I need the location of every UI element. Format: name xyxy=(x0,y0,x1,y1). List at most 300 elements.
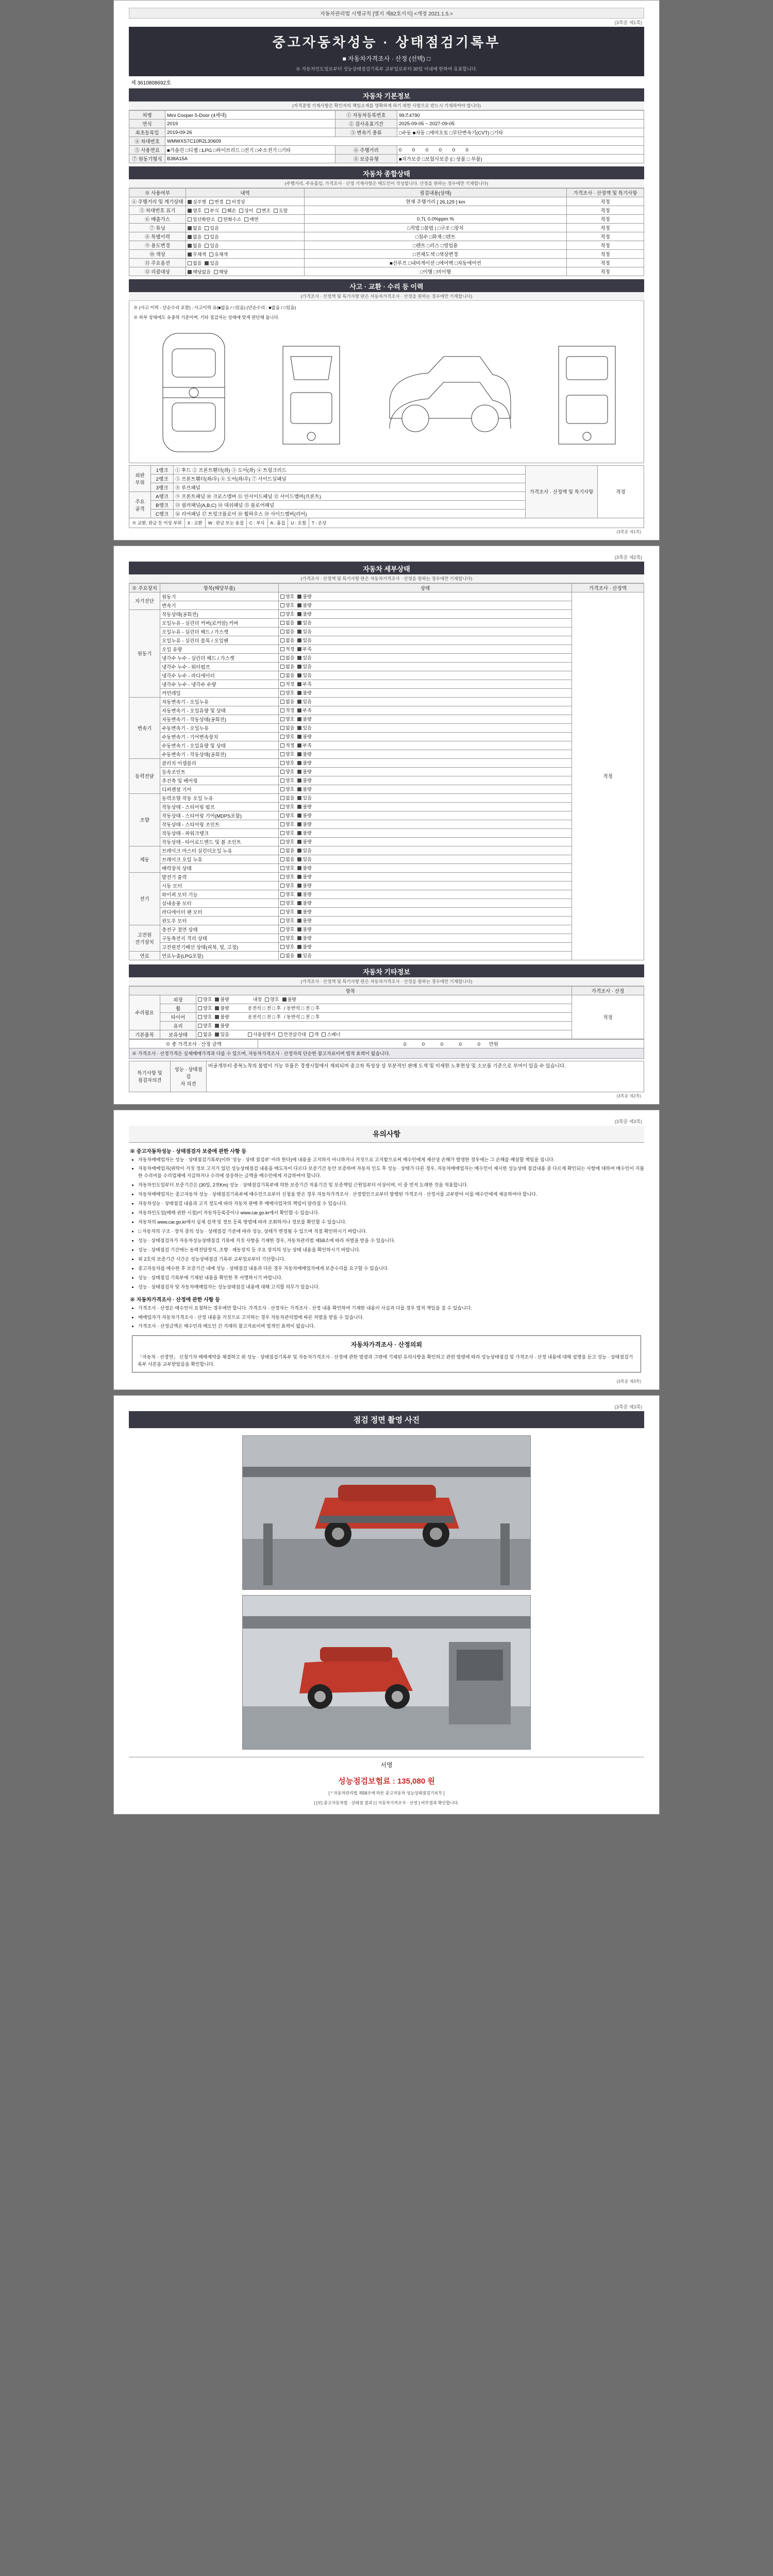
table-row xyxy=(129,232,644,241)
detail-state-2-4[interactable]: 양호 불량 xyxy=(279,732,572,741)
guide-item: • 중고자동차를 매수한 후 보증기간 내에 성능 · 상태점검 내용과 다른 경우 자동차매매업자에게 보증수리를 요구할 수 있습니다. xyxy=(138,1265,644,1273)
table-row xyxy=(129,653,644,662)
etc-item-3: 유리 xyxy=(160,1021,196,1030)
etc-item-4: 보유상태 xyxy=(160,1030,196,1039)
accident-price-label: 가격조사 · 산정액 및 특기사항 xyxy=(526,465,598,518)
table-row xyxy=(129,828,644,837)
detail-state-2-3[interactable]: 없음 있음 xyxy=(279,723,572,732)
total-note: ※ 가격조사 · 산정가격은 실제매매가격과 다를 수 있으며, 자동차가격조사 · 산정자의 단순한 참고자료이며 법적 효력이 없습니다. xyxy=(129,1048,644,1059)
detail-group-6: 전기 xyxy=(129,872,160,925)
table-row xyxy=(129,592,644,601)
part-items-2: ⑧ 루프패널 xyxy=(174,483,526,492)
detail-group-3: 동력전달 xyxy=(129,758,160,793)
table-row xyxy=(129,793,644,802)
detail-item-6-2: 와이퍼 모터 기능 xyxy=(160,890,279,899)
etc-col-2: 가격조사 · 산정 xyxy=(572,986,644,995)
guide-list-2 xyxy=(129,1305,644,1331)
detail-state-4-5[interactable]: 양호 불량 xyxy=(279,837,572,846)
detail-item-4-5: 작동상태 - 타이로드엔드 및 볼 조인트 xyxy=(160,837,279,846)
overall-name-8: ⑫ 리콜대상 xyxy=(129,267,186,276)
detail-item-1-8: 냉각수 누수 - 냉각수 수량 xyxy=(160,680,279,688)
detail-item-0-1: 변속기 xyxy=(160,601,279,609)
part-items-4: ⑬ 필러패널(A,B,C) ⑭ 대쉬패널 ⑮ 플로어패널 xyxy=(174,500,526,509)
overall-price-7: 적정 xyxy=(567,259,644,267)
overall-name-6: ⑩ 색상 xyxy=(129,250,186,259)
detail-item-3-3: 디퍼렌셜 기어 xyxy=(160,785,279,793)
table-row xyxy=(129,662,644,671)
detail-state-1-6[interactable]: 없음 있음 xyxy=(279,662,572,671)
basic-value-10: B38A15A xyxy=(165,155,335,163)
table-row xyxy=(129,872,644,881)
table-row xyxy=(129,224,644,232)
guide-section-2: ※ 자동차가격조사 · 산정에 관한 사항 등 xyxy=(130,1297,220,1303)
accident-price-value: 적정 xyxy=(598,465,644,518)
legend-note: ※ 교환, 판금 등 이상 부위 xyxy=(129,518,185,528)
overall-name-2: ⑥ 배출가스 xyxy=(129,215,186,224)
photo-1-image xyxy=(243,1436,531,1590)
table-row xyxy=(129,951,644,960)
table-row xyxy=(129,155,644,163)
table-row xyxy=(129,776,644,785)
table-row xyxy=(129,723,644,732)
overall-col-3: 가격조사 · 산정액 및 특기사항 xyxy=(567,189,644,197)
basic-label-5: 최초등록일 xyxy=(129,128,165,137)
document-subtitle: ■ 자동차가격조사 · 산정 (선택) □ xyxy=(342,55,431,62)
legend-1: W : 판금 또는 용접 xyxy=(206,518,247,528)
table-row xyxy=(129,925,644,934)
detail-col-2: 상태 xyxy=(279,583,572,592)
table-row xyxy=(129,890,644,899)
detail-state-7-1[interactable]: 양호 불량 xyxy=(279,934,572,942)
section-accident-header: 사고 · 교환 · 수리 등 이력 xyxy=(129,279,644,292)
detail-state-1-0[interactable]: 양호 불량 xyxy=(279,609,572,618)
detail-item-3-1: 등속조인트 xyxy=(160,767,279,776)
overall-price-3: 적정 xyxy=(567,224,644,232)
table-row xyxy=(129,899,644,907)
basic-label-6: ③ 변속기 종류 xyxy=(335,128,397,137)
overall-opts-3: 없음 있음 xyxy=(186,224,305,232)
table-header-row xyxy=(129,986,644,995)
basic-label-8: ⑤ 사용연료 xyxy=(129,146,165,155)
etc-col-0: 항목 xyxy=(129,986,572,995)
detail-state-1-3[interactable]: 없음 있음 xyxy=(279,636,572,645)
total-value: 0 0 0 0 0 만원 xyxy=(258,1039,644,1048)
detail-state-4-3[interactable]: 양호 불량 xyxy=(279,820,572,828)
table-row xyxy=(129,741,644,750)
mileage-digits xyxy=(397,146,644,155)
section-accident-subheader: (가격조사 · 산정액 및 특기사항 란은 자동차가격조사 · 산정을 원하는 경우에만 기재합니다) xyxy=(129,292,644,301)
overall-price-4: 적정 xyxy=(567,232,644,241)
etc-table xyxy=(129,986,644,1039)
table-row xyxy=(129,732,644,741)
basic-label-10: ⑦ 원동기형식 xyxy=(129,155,165,163)
legend-3: A : 흠집 xyxy=(268,518,289,528)
detail-state-1-5[interactable]: 없음 있음 xyxy=(279,653,572,662)
detail-table-body xyxy=(129,592,644,960)
table-row xyxy=(129,715,644,723)
table-row xyxy=(129,618,644,627)
accident-note-2: ※ 하부 상태에도 유충력 기준이며, 기타 점검자는 상태에 맞게 판단해 둡니다. xyxy=(133,314,280,320)
basic-info-table xyxy=(129,110,644,163)
table-row xyxy=(129,636,644,645)
section-etc-subheader: (가격조사 · 산정액 및 특기사항 란은 자동차가격조사 · 산정을 원하는 경우에만 기재합니다) xyxy=(129,977,644,986)
part-items-5: ⑯ 리어패널 ⑰ 트렁크플로어 ⑱ 휠하우스 ⑲ 사이드멤버(리어) xyxy=(174,509,526,518)
part-items-0: ① 후드 ② 프론트휀더(좌) ③ 도어(좌) ④ 트렁크리드 xyxy=(174,465,526,474)
detail-state-6-3[interactable]: 양호 불량 xyxy=(279,899,572,907)
detail-state-2-6[interactable]: 양호 불량 xyxy=(279,750,572,758)
table-row xyxy=(129,250,644,259)
detail-col-0: ※ 주요장치 xyxy=(129,583,160,592)
table-row xyxy=(129,688,644,697)
guide-item: • 성능 · 상태점검자가 자동차성능상태점검 기록에 거짓 사항을 기재한 경우, 자동차관리법 제58조에 따라 처벌을 받을 수 있습니다. xyxy=(138,1238,644,1245)
overall-opts-2: 일산화탄소 탄화수소 매연 xyxy=(186,215,305,224)
table-row xyxy=(129,1012,644,1021)
guide-item: • 성능 · 상태점검 기록부에 기재된 내용을 확인한 후 서명하시기 바랍니다. xyxy=(138,1275,644,1282)
table-row xyxy=(129,465,644,474)
detail-item-2-0: 자동변속기 - 오일누유 xyxy=(160,697,279,706)
legend-5: T : 손상 xyxy=(311,520,327,526)
detail-item-3-0: 클러치 어셈블리 xyxy=(160,758,279,767)
detail-item-2-3: 수동변속기 - 오일누유 xyxy=(160,723,279,732)
table-row xyxy=(129,750,644,758)
table-row xyxy=(129,916,644,925)
detail-state-3-0[interactable]: 양호 불량 xyxy=(279,758,572,767)
detail-state-4-2[interactable]: 양호 불량 xyxy=(279,811,572,820)
part-rank-1: 2랭크 xyxy=(151,474,174,483)
inspection-fee xyxy=(129,1772,644,1789)
section-overall-header: 자동차 종합상태 xyxy=(129,166,644,179)
overall-price-0: 적정 xyxy=(567,197,644,206)
basic-label-11: ⑧ 보증유형 xyxy=(335,155,397,163)
detail-item-1-5: 냉각수 누수 - 실린더 헤드 / 가스켓 xyxy=(160,653,279,662)
overall-detail-4: □침수 □화재 □덴트 xyxy=(305,232,567,241)
basic-value-1: Mini Cooper 5-Door (4세대) xyxy=(165,111,335,120)
table-row xyxy=(129,846,644,855)
table-row xyxy=(129,855,644,863)
overall-name-5: ⑨ 용도변경 xyxy=(129,241,186,250)
accident-parts-table xyxy=(129,465,644,518)
detail-group-1: 원동기 xyxy=(129,609,160,697)
table-row xyxy=(129,601,644,609)
part-rank-5: C랭크 xyxy=(151,509,174,518)
page-3 xyxy=(113,1110,660,1391)
basic-label-7: ④ 차대번호 xyxy=(129,137,165,146)
photo-gallery xyxy=(129,1428,644,1757)
table-row xyxy=(129,995,644,1004)
page2-indicator: (3쪽중 제2쪽) xyxy=(614,554,642,560)
detail-item-5-1: 브레이크 오일 누유 xyxy=(160,855,279,863)
guide-item: • 자동차매매업자는 중고자동차 성능 · 상태점검기록부에 매수인으로부터 신청을 받은 경우 자동차가격조사 · 산정법인으로부터 발행된 가격조사 · 산정서를 교부받아 이를 매수인에게 제공하여야 합니다. xyxy=(138,1191,644,1198)
car-diagram-rear xyxy=(548,326,626,460)
guide-section-1: ※ 중고자동차성능 · 상태점검자 보증에 관한 사항 등 xyxy=(130,1148,246,1155)
detail-state-6-0[interactable]: 양호 불량 xyxy=(279,872,572,881)
overall-detail-6: □전체도색 □색상변경 xyxy=(305,250,567,259)
overall-price-8: 적정 xyxy=(567,267,644,276)
detail-state-1-7[interactable]: 없음 있음 xyxy=(279,671,572,680)
section-basic-subheader: (자격증명 기재사항은 확인자의 책임소재를 명확하게 하기 위한 사항으로 반드시 기재하여야 합니다) xyxy=(129,101,644,110)
fee-label: 성능점검보험료 : xyxy=(338,1777,395,1786)
overall-detail-0: 현재 주행거리 [ 26,129 ] km xyxy=(305,197,567,206)
car-diagram-side xyxy=(382,326,516,460)
table-row xyxy=(129,802,644,811)
document-note: ※ 자동차인도일로부터 성능상태점검기록부 교부일로부터 30일 이내에 한하여 유효합니다. xyxy=(295,66,477,72)
detail-col-1: 항목(해당부품) xyxy=(160,583,279,592)
overall-price-5: 적정 xyxy=(567,241,644,250)
detail-item-4-3: 작동상태 - 스티어링 조인트 xyxy=(160,820,279,828)
overall-opts-1: 양호 부식 훼손 상이 변조 도말 xyxy=(186,206,305,215)
basic-value-11: ■자가보증 □보험사보증 (□ 상품 □ 부품) xyxy=(397,155,644,163)
basic-label-2: ① 자동차등록번호 xyxy=(335,111,397,120)
table-row xyxy=(129,785,644,793)
detail-state-2-5[interactable]: 적정 부족 xyxy=(279,741,572,750)
total-label: ※ 총 가격조사 · 산정 금액 xyxy=(129,1039,258,1048)
total-unit: 만원 xyxy=(489,1041,498,1047)
detail-item-8-0: 연료누출(LPG포함) xyxy=(160,951,279,960)
overall-detail-7: ■선루프 □내비게이션 □에어백 □자동에어컨 xyxy=(305,259,567,267)
table-row xyxy=(129,111,644,120)
basic-label-9: ⑥ 주행거리 xyxy=(335,146,397,155)
guide-item: • 자동차매매업자(위탁이 거짓 정보 고지가 있던 성능상태점검 내용을 매도자이 다르다 보증기간 동안 보증하며 자동차 인도 후 성능 · 상태가 다른 경우, 자동차매매업자는 매수인이 제시한 성능상태 점검내용 중 다르게 확인되는 사항에 대하여 매수인이 지불한 수리비를 수리업체에 지급하거나 수리에 상응하는 금액을 매수인에게 지급하여야 합니다. xyxy=(138,1165,644,1180)
table-row xyxy=(129,197,644,206)
detail-state-4-4[interactable]: 양호 불량 xyxy=(279,828,572,837)
special-note-table xyxy=(129,1061,644,1092)
table-row xyxy=(129,758,644,767)
table-row xyxy=(129,820,644,828)
detail-item-2-1: 자동변속기 - 오일유량 및 상태 xyxy=(160,706,279,715)
detail-item-0-0: 원동기 xyxy=(160,592,279,601)
guide-item: • 자동차성능 · 상태점검 내용과 고지 정도에 따라 자동차 판매 후 매매사업자의 책임이 달라질 수 있습니다. xyxy=(138,1200,644,1208)
declaration-text: 「자동차 · 산정연」 신청기자 매매계약을 체결하고 위 성능 · 상태점검기록부 및 자동차가격조사 · 산정에 관한 법령과 그밖에 기재된 유의사항을 확인하고 관련 법령에 따라 성능상태점검 및 가격조사 · 산정 내용에 대해 설명을 듣고 성능 · 상태점검기록부 사본을 교부받았음을 확인합니다. xyxy=(138,1354,633,1367)
detail-item-4-1: 작동상태 - 스티어링 펌프 xyxy=(160,802,279,811)
document-number-suffix: 호 xyxy=(166,80,171,86)
detail-state-5-0[interactable]: 없음 있음 xyxy=(279,846,572,855)
table-row xyxy=(129,137,644,146)
detail-state-8-0[interactable]: 없음 있음 xyxy=(279,951,572,960)
overall-opts-8: 해당없음 해당 xyxy=(186,267,305,276)
detail-state-2-0[interactable]: 없음 있음 xyxy=(279,697,572,706)
overall-opts-0: 실주행 변경 비정상 xyxy=(186,197,305,206)
table-row xyxy=(129,697,644,706)
detail-group-7: 고전원 전기장치 xyxy=(129,925,160,951)
etc-opts-3: 양호 불량 xyxy=(196,1021,572,1030)
detail-state-1-2[interactable]: 없음 있음 xyxy=(279,627,572,636)
detail-state-1-9[interactable]: 양호 불량 xyxy=(279,688,572,697)
section-detail-subheader: (가격조사 · 산정액 및 특기사항 란은 자동차가격조사 · 산정을 원하는 경우에만 기재합니다) xyxy=(129,574,644,583)
table-row xyxy=(129,706,644,715)
signature-row[interactable]: 서명 xyxy=(129,1757,644,1772)
guide-item: • 자동차인도일(매매 권한 시점)이 자동차등록증이나 www.car.go.kr에서 확인할 수 있습니다. xyxy=(138,1210,644,1217)
table-row xyxy=(129,609,644,618)
guide-item: • 성능 · 상태점검자 및 자동차매매업자는 성능상태점검 내용에 대해 고지할 의무가 있습니다. xyxy=(138,1284,644,1291)
table-row xyxy=(129,259,644,267)
guide-title: 유의사항 xyxy=(129,1126,644,1143)
table-row xyxy=(129,1039,644,1048)
photo-footnote-2: [ [보] 중고자동차법 · 상태점 결과 ] [ 자동차가격조사 · 산정 ] 여부결과 확인합니다. xyxy=(314,1801,459,1806)
vin-value: WMWXS7C10R2L30609 xyxy=(165,137,644,146)
detail-item-1-1: 오일누유 - 실린더 커버(로커암) 커버 xyxy=(160,618,279,627)
photo-footnote-1: [ * 자동차관리법 제58조에 따른 중고자동차 성능상태점검기록부 ] xyxy=(328,1791,445,1796)
photo-section-header: 점검 정면 촬영 사진 xyxy=(129,1411,644,1428)
table-row xyxy=(129,942,644,951)
etc-opts-0: 양호 불량 내장 양호 불량 xyxy=(196,995,572,1004)
guide-item: • □ 자동차의 구조 · 장치 중의 성능 · 상태점검 기준에 따라 성능, 상태가 변경될 수 있으며 직접 확인하시기 바랍니다. xyxy=(138,1228,644,1235)
document-number: 제 3610808692 xyxy=(131,80,166,86)
detail-state-0-0[interactable]: 양호 불량 xyxy=(279,592,572,601)
page4-indicator: (3쪽중 제3쪽) xyxy=(614,1404,642,1410)
detail-state-2-1[interactable]: 적정 부족 xyxy=(279,706,572,715)
detail-price-value: 적정 xyxy=(572,592,644,960)
declaration-title: 자동차가격조사 · 산정의뢰 xyxy=(350,1341,423,1349)
table-row xyxy=(129,934,644,942)
detail-state-5-2[interactable]: 양호 불량 xyxy=(279,863,572,872)
section-basic-header: 자동차 기본정보 xyxy=(129,89,644,101)
detail-item-7-1: 구동축전지 격리 상태 xyxy=(160,934,279,942)
overall-detail-8: □이행 □미이행 xyxy=(305,267,567,276)
table-row xyxy=(129,627,644,636)
basic-value-2: 99조4790 xyxy=(397,111,644,120)
overall-opts-6: 무채색 유채색 xyxy=(186,250,305,259)
table-header-row xyxy=(129,583,644,592)
total-price-table xyxy=(129,1039,644,1048)
detail-item-4-4: 작동상태 - 파워크랭크 xyxy=(160,828,279,837)
etc-item-2: 타이어 xyxy=(160,1012,196,1021)
table-row xyxy=(129,671,644,680)
table-row xyxy=(129,1061,644,1092)
inspection-photo-1[interactable] xyxy=(242,1435,531,1590)
guide-item: • 매매업자가 자동차가격조사 · 산정 내용을 거짓으로 고지하는 경우 자동차관리법에 따른 처벌을 받을 수 있습니다. xyxy=(138,1314,644,1321)
detail-item-2-6: 수동변속기 - 작동상태(공회전) xyxy=(160,750,279,758)
accident-legend xyxy=(129,518,644,528)
legend-2: C : 부식 xyxy=(247,518,268,528)
table-row xyxy=(129,881,644,890)
detail-state-7-2[interactable]: 양호 불량 xyxy=(279,942,572,951)
detail-state-1-1[interactable]: 없음 있음 xyxy=(279,618,572,627)
detail-state-3-2[interactable]: 양호 불량 xyxy=(279,776,572,785)
basic-value-4: 2025-09-05 ~ 2027-09-05 xyxy=(397,120,644,128)
overall-name-0: ④ 주행거리 및 계기상태 xyxy=(129,197,186,206)
part-items-3: ⑨ 프론트패널 ⑩ 크로스멤버 ⑪ 인사이드패널 ⑫ 사이드멤버(프론트) xyxy=(174,492,526,500)
overall-price-1: 적정 xyxy=(567,206,644,215)
table-row xyxy=(129,680,644,688)
table-row xyxy=(129,837,644,846)
detail-state-6-1[interactable]: 양호 불량 xyxy=(279,881,572,890)
special-text: 비공개부터 중복노착의 불법이 가능 부품은 경쟁시험에서 제외되며 중고차 특성상 상 부분적인 판매 도색 및 미세한 노후현상 및 소모품 기준으로 부여이 있을 수 있습니다. xyxy=(207,1061,644,1092)
detail-state-1-4[interactable]: 적정 부족 xyxy=(279,645,572,653)
detail-item-6-0: 발전기 출력 xyxy=(160,872,279,881)
inspection-photo-2[interactable] xyxy=(242,1595,531,1750)
detail-state-4-1[interactable]: 양호 불량 xyxy=(279,802,572,811)
etc-price-value: 적정 xyxy=(572,995,644,1039)
mileage-value: 0 0 0 0 0 0 xyxy=(399,147,473,153)
accident-diagram-box xyxy=(129,301,644,463)
etc-group-repair: 수리필요 xyxy=(129,995,160,1030)
overall-name-7: ⑪ 주요옵션 xyxy=(129,259,186,267)
document-title-block xyxy=(129,27,644,76)
overall-price-2: 적정 xyxy=(567,215,644,224)
detail-state-5-1[interactable]: 없음 있음 xyxy=(279,855,572,863)
table-header-row xyxy=(129,189,644,197)
guide-list-1 xyxy=(129,1157,644,1291)
page3-footer: (3쪽중 제3쪽) xyxy=(616,1379,641,1384)
detail-item-6-1: 시동 모터 xyxy=(160,881,279,890)
table-row xyxy=(129,206,644,215)
table-row xyxy=(129,215,644,224)
page-indicator: (3쪽중 제1쪽) xyxy=(614,20,642,25)
detail-group-8: 연료 xyxy=(129,951,160,960)
basic-label-1: 차명 xyxy=(129,111,165,120)
detail-item-2-2: 자동변속기 - 작동상태(공회전) xyxy=(160,715,279,723)
detail-group-0: 자기진단 xyxy=(129,592,160,609)
accident-note-1: ※ (사고 이력 - 단순수리 포함) : 사고이력 유(■없음 / □있음) (단순수리 : ■없음 / □있음) xyxy=(133,305,296,310)
table-row xyxy=(129,767,644,776)
detail-state-7-0[interactable]: 양호 불량 xyxy=(279,925,572,934)
detail-item-4-2: 작동상태 - 스티어링 기어(MDPS포함) xyxy=(160,811,279,820)
table-row xyxy=(129,1021,644,1030)
detail-state-6-2[interactable]: 양호 불량 xyxy=(279,890,572,899)
detail-item-1-3: 오일누유 - 실린더 블록 / 오일팬 xyxy=(160,636,279,645)
etc-item-1: 휠 xyxy=(160,1004,196,1012)
guide-item: • 성능 · 상태점검 기간에는 동력전달장치, 조향 · 제동장치 등 주요 장치의 성능 상태 내용을 확인하시기 바랍니다. xyxy=(138,1247,644,1254)
basic-value-5: 2019-09-26 xyxy=(165,128,335,137)
special-sublabel: 성능 · 상태점검 자 의견 xyxy=(171,1061,207,1092)
detail-state-0-1[interactable]: 양호 불량 xyxy=(279,601,572,609)
part-items-1: ⑤ 프론트휀더(좌/우) ⑥ 도어(좌/우) ⑦ 사이드실패널 xyxy=(174,474,526,483)
overall-col-2: 점검내용(상태) xyxy=(305,189,567,197)
guide-item: • 위 2호의 보증기간 시간은 성능상태점검 기록부 교부일로부터 기산합니다. xyxy=(138,1256,644,1263)
special-label: 특기사항 및 점검자의견 xyxy=(129,1061,171,1092)
page-4 xyxy=(113,1395,660,1815)
form-regulation-text: 자동차관리법 시행규칙 [별지 제82호서식] <개정 2021.1.5.> xyxy=(129,8,644,19)
photo-2-image xyxy=(243,1596,531,1750)
car-diagram-front xyxy=(273,326,350,460)
detail-item-2-5: 수동변속기 - 오일유량 및 상태 xyxy=(160,741,279,750)
part-rank-3: A랭크 xyxy=(151,492,174,500)
etc-item-0: 외장 xyxy=(160,995,196,1004)
table-row xyxy=(129,811,644,820)
legend-4: U : 요철 xyxy=(288,518,309,528)
detail-state-4-0[interactable]: 없음 있음 xyxy=(279,793,572,802)
detail-item-6-3: 실내송풍 모터 xyxy=(160,899,279,907)
page2-footer: (3쪽중 제2쪽) xyxy=(616,1093,641,1098)
detail-state-6-4[interactable]: 양호 불량 xyxy=(279,907,572,916)
guide-item: • 가격조사 · 산정금액은 매수인과 매도인 간 거래의 참고자료이며 법적인 효력이 없습니다. xyxy=(138,1323,644,1330)
part-rank-4: B랭크 xyxy=(151,500,174,509)
detail-item-1-4: 오일 유량 xyxy=(160,645,279,653)
overall-opts-4: 없음 있음 xyxy=(186,232,305,241)
part-rank-2: 3랭크 xyxy=(151,483,174,492)
detail-state-1-8[interactable]: 적정 부족 xyxy=(279,680,572,688)
table-row xyxy=(129,1004,644,1012)
detail-state-6-5[interactable]: 양호 불량 xyxy=(279,916,572,925)
detail-state-3-1[interactable]: 양호 불량 xyxy=(279,767,572,776)
page1-footer: (3쪽중 제1쪽) xyxy=(616,529,641,534)
detail-item-3-2: 추진축 및 베어링 xyxy=(160,776,279,785)
detail-state-2-2[interactable]: 양호 불량 xyxy=(279,715,572,723)
part-group-outer: 외판 부위 xyxy=(129,465,151,492)
car-diagram-left xyxy=(147,326,240,460)
table-row xyxy=(129,241,644,250)
detail-item-6-4: 라디에이터 팬 모터 xyxy=(160,907,279,916)
detail-item-6-5: 윈도우 모터 xyxy=(160,916,279,925)
table-row xyxy=(129,128,644,137)
overall-name-1: ⑤ 차대번호 표기 xyxy=(129,206,186,215)
etc-opts-4: 없음 있음 사용설명서 안전삼각대 잭 스패너 xyxy=(196,1030,572,1039)
section-detail-header: 자동차 세부상태 xyxy=(129,562,644,574)
guide-item: • 자동차인도일부터 보증기간은 (30일, 2천Km) 성능 · 상태점검기록부에 의한 보증기간 적용기간 및 보증책임 근원일부터 이상이며, 이 중 먼저 도래한 것을 적용합니다. xyxy=(138,1182,644,1189)
detail-item-7-0: 충전구 절연 상태 xyxy=(160,925,279,934)
fee-value: 135,080 원 xyxy=(397,1777,435,1786)
detail-state-3-3[interactable]: 양호 불량 xyxy=(279,785,572,793)
